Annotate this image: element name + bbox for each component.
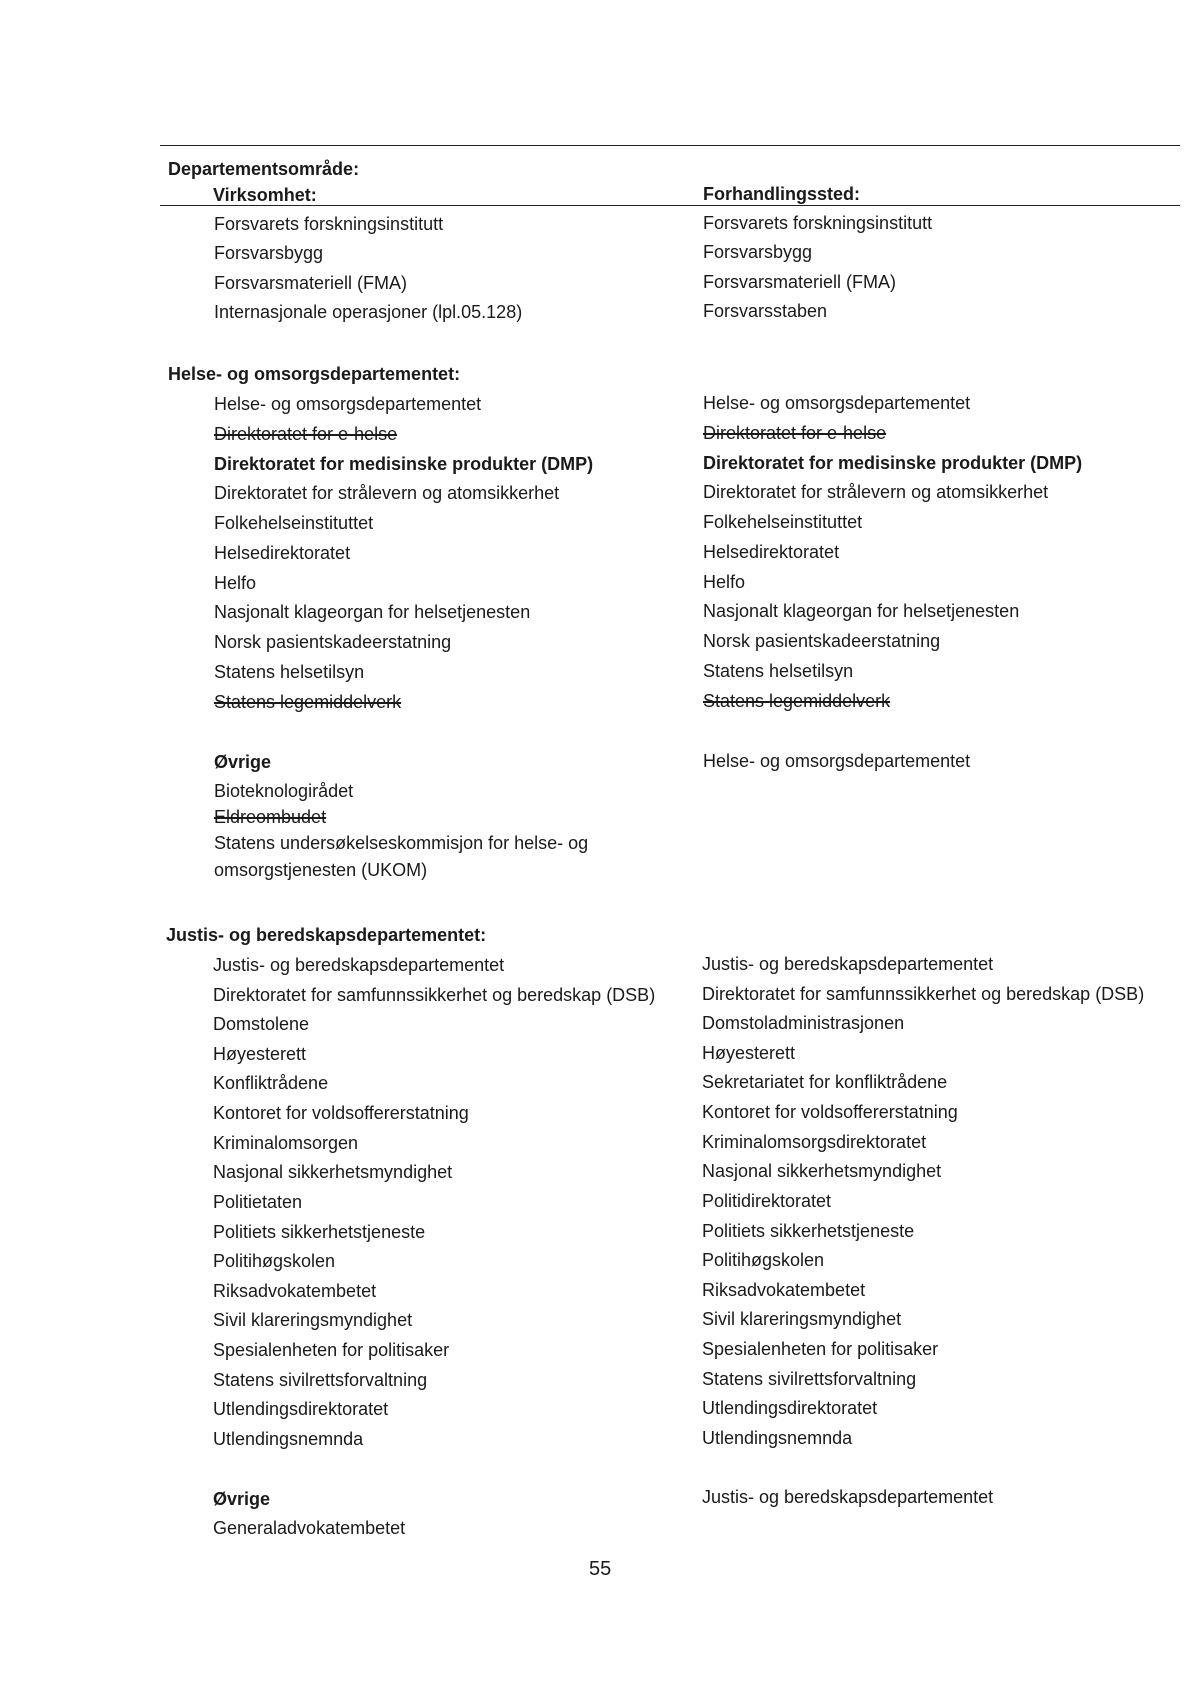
list-item: Direktoratet for strålevern og atomsikkerhet xyxy=(214,483,560,504)
list-item: Helsedirektoratet xyxy=(214,542,351,563)
list-item: Spesialenheten for politisaker xyxy=(702,1339,939,1360)
list-item: Statens legemiddelverk xyxy=(703,690,891,711)
list-item: Statens sivilrettsforvaltning xyxy=(213,1369,428,1390)
list-item: Politiets sikkerhetstjeneste xyxy=(213,1221,426,1242)
justis-ovrige-right: Justis- og beredskapsdepartementet xyxy=(702,1487,994,1507)
list-item: Justis- og beredskapsdepartementet xyxy=(213,955,505,975)
list-item: Direktoratet for samfunnssikkerhet og beredskap (DSB) xyxy=(702,983,1145,1004)
forhandlingssted-label: Forhandlingssted: xyxy=(703,184,860,204)
list-item: Norsk pasientskadeerstatning xyxy=(214,632,452,652)
list-item: Direktoratet for medisinske produkter (DMP) xyxy=(703,452,1083,473)
list-item: Direktoratet for strålevern og atomsikkerhet xyxy=(703,482,1049,503)
list-item: Forsvarsbygg xyxy=(703,242,813,263)
list-item: Bioteknologirådet xyxy=(214,781,354,801)
list-item: Sivil klareringsmyndighet xyxy=(702,1309,902,1330)
list-item: Statens sivilrettsforvaltning xyxy=(702,1368,917,1389)
list-item: Høyesterett xyxy=(213,1043,307,1064)
list-item: Utlendingsnemnda xyxy=(213,1428,364,1449)
list-item: Kriminalomsorgen xyxy=(213,1132,359,1153)
list-item: Statens helsetilsyn xyxy=(214,661,365,682)
list-item: Forsvarets forskningsinstitutt xyxy=(703,213,933,233)
list-item: Spesialenheten for politisaker xyxy=(213,1340,450,1361)
list-item: Folkehelseinstituttet xyxy=(214,513,374,533)
list-item: Kontoret for voldsoffererstatning xyxy=(702,1102,958,1123)
helse-ovrige-heading: Øvrige xyxy=(214,752,272,772)
list-item: Riksadvokatembetet xyxy=(213,1280,377,1301)
list-item: Utlendingsnemnda xyxy=(702,1427,853,1448)
list-item: Justis- og beredskapsdepartementet xyxy=(702,954,994,974)
departementsomrade-label: Departementsområde: xyxy=(168,159,360,179)
list-item: Statens undersøkelseskommisjon for helse- og xyxy=(214,833,589,854)
list-item: Domstoladministrasjonen xyxy=(702,1013,905,1034)
helse-ovrige-right: Helse- og omsorgsdepartementet xyxy=(703,751,971,771)
list-item: Norsk pasientskadeerstatning xyxy=(703,631,941,651)
list-item: Generaladvokatembetet xyxy=(213,1518,406,1538)
list-item: Helse- og omsorgsdepartementet xyxy=(214,394,482,414)
list-item: Helfo xyxy=(703,571,746,592)
list-item: Nasjonalt klageorgan for helsetjenesten xyxy=(214,602,531,623)
list-item: Folkehelseinstituttet xyxy=(703,512,863,532)
justis-ovrige-heading: Øvrige xyxy=(213,1489,271,1509)
list-item: Nasjonal sikkerhetsmyndighet xyxy=(702,1161,942,1182)
top-rule xyxy=(160,145,1180,146)
list-item: Politietaten xyxy=(213,1191,303,1212)
list-item: Politidirektoratet xyxy=(702,1190,832,1211)
list-item: Utlendingsdirektoratet xyxy=(213,1399,389,1420)
justis-heading: Justis- og beredskapsdepartementet: xyxy=(166,925,487,945)
list-item: Direktoratet for e-helse xyxy=(214,423,398,444)
list-item: Sekretariatet for konfliktrådene xyxy=(702,1072,948,1093)
page-number: 55 xyxy=(589,1558,612,1580)
list-item: Politihøgskolen xyxy=(213,1251,336,1272)
list-item: Eldreombudet xyxy=(214,807,327,828)
list-item: Sivil klareringsmyndighet xyxy=(213,1310,413,1331)
list-item: Utlendingsdirektoratet xyxy=(702,1398,878,1419)
list-item: Forsvarets forskningsinstitutt xyxy=(214,214,444,234)
list-item: Nasjonal sikkerhetsmyndighet xyxy=(213,1162,453,1183)
list-item: Riksadvokatembetet xyxy=(702,1279,866,1300)
list-item: Konfliktrådene xyxy=(213,1073,329,1094)
list-item: Direktoratet for e-helse xyxy=(703,422,887,443)
list-item: Forsvarsmateriell (FMA) xyxy=(214,272,408,293)
list-item: Statens helsetilsyn xyxy=(703,660,854,681)
list-item: Forsvarsbygg xyxy=(214,243,324,264)
list-item: Politiets sikkerhetstjeneste xyxy=(702,1220,915,1241)
list-item: omsorgstjenesten (UKOM) xyxy=(214,859,428,880)
list-item: Høyesterett xyxy=(702,1042,796,1063)
helse-heading: Helse- og omsorgsdepartementet: xyxy=(168,364,461,384)
list-item: Politihøgskolen xyxy=(702,1250,825,1271)
list-item: Kontoret for voldsoffererstatning xyxy=(213,1103,469,1124)
list-item: Kriminalomsorgsdirektoratet xyxy=(702,1131,927,1152)
list-item: Helfo xyxy=(214,572,257,593)
virksomhet-label: Virksomhet: xyxy=(213,185,317,205)
list-item: Internasjonale operasjoner (lpl.05.128) xyxy=(214,301,523,322)
list-item: Helse- og omsorgsdepartementet xyxy=(703,393,971,413)
list-item: Forsvarsmateriell (FMA) xyxy=(703,271,897,292)
list-item: Direktoratet for samfunnssikkerhet og beredskap (DSB) xyxy=(213,984,656,1005)
list-item: Forsvarsstaben xyxy=(703,300,828,321)
list-item: Nasjonalt klageorgan for helsetjenesten xyxy=(703,601,1020,622)
list-item: Domstolene xyxy=(213,1014,310,1035)
list-item: Direktoratet for medisinske produkter (DMP) xyxy=(214,453,594,474)
list-item: Statens legemiddelverk xyxy=(214,691,402,712)
list-item: Helsedirektoratet xyxy=(703,541,840,562)
